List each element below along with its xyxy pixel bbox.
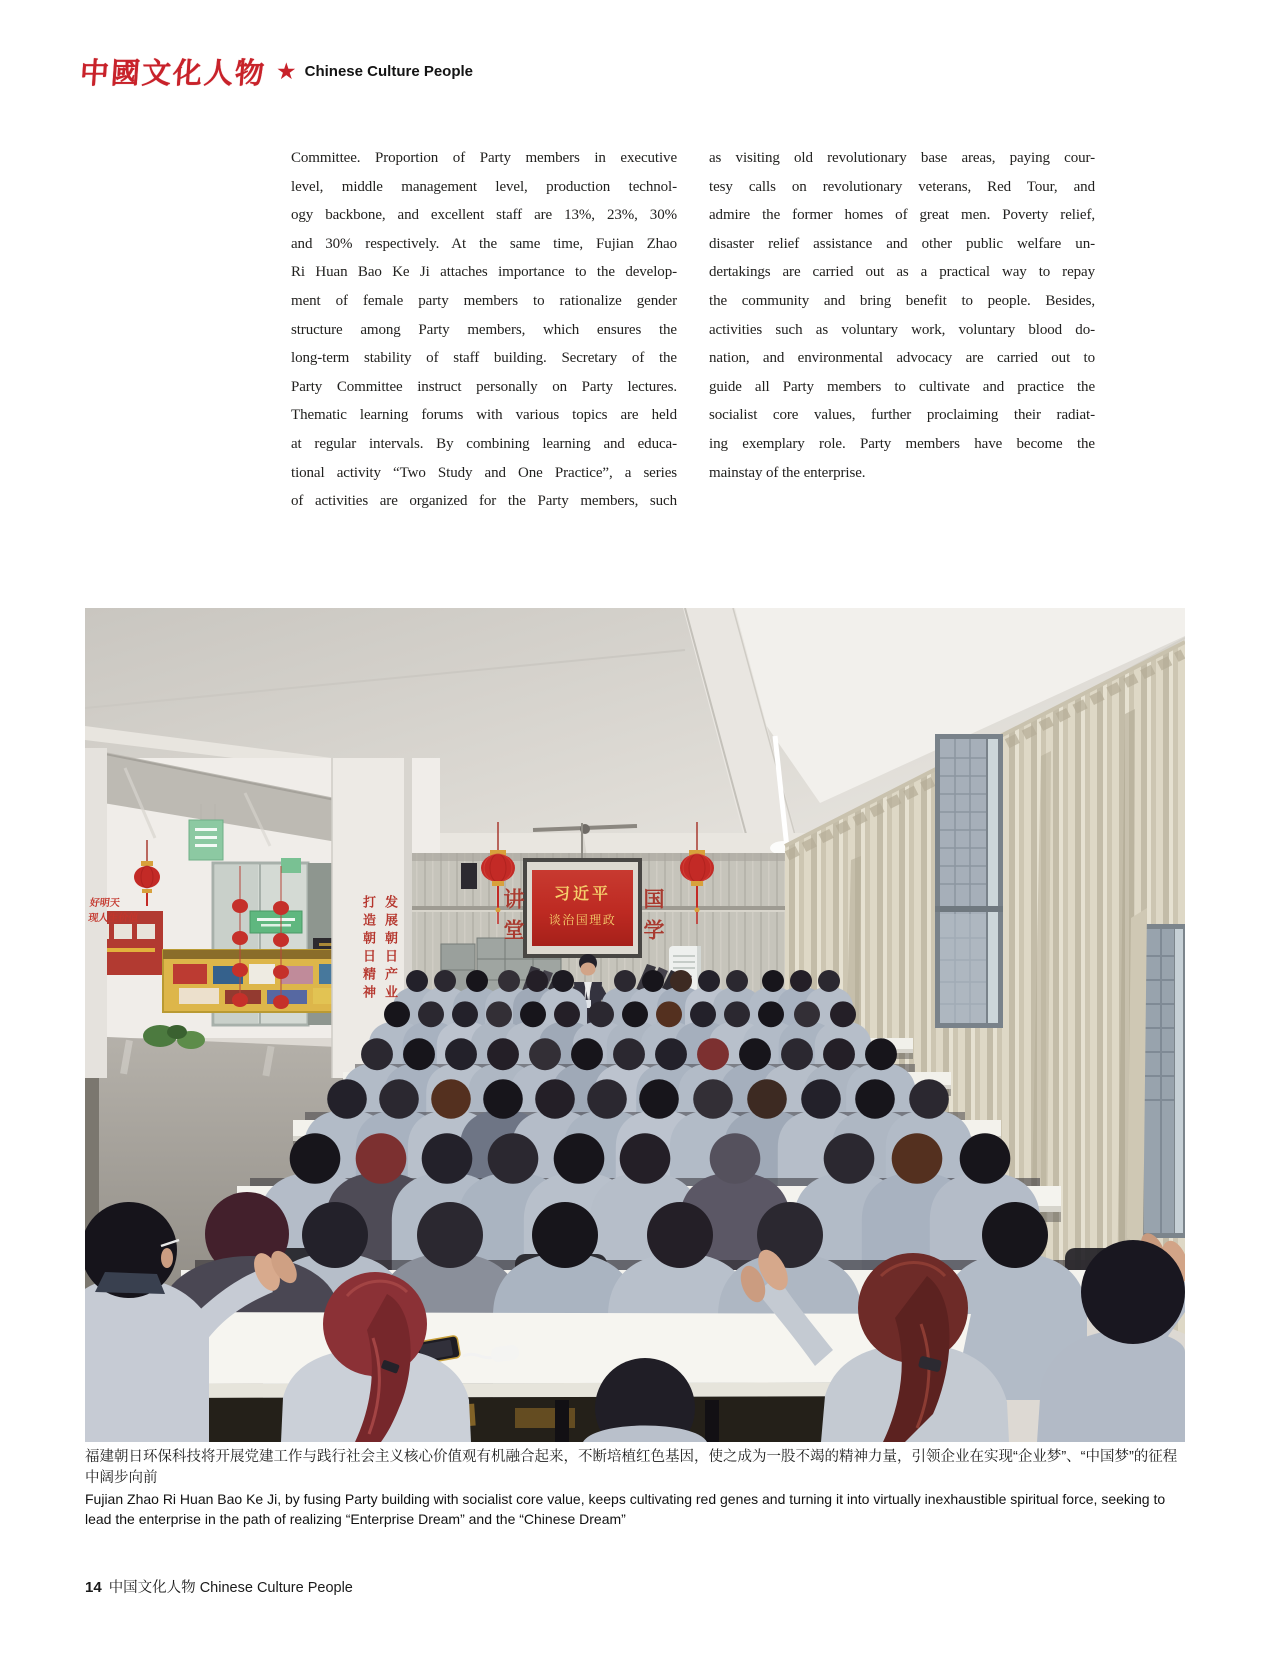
window [1127,908,1185,1248]
audio-speaker [461,863,477,889]
lecture-hall-photo [85,608,1185,1442]
article-line: ing exemplary role. Party members have become the [709,435,1095,452]
article-line: guide all Party members to cultivate and practice the [709,378,1095,395]
article-line: Ri Huan Bao Ke Ji attaches importance to the develop- [291,264,677,281]
article-line: disaster relief assistance and other public welfare un- [709,235,1095,252]
pillar-slogan [359,895,400,1040]
article-line: activities such as voluntary work, voluntary blood do- [709,321,1095,338]
article-line: mainstay of the enterprise. [709,464,866,481]
slide-subtitle: 谈治国理政 [548,913,617,927]
article-line: nation, and environmental advocacy are carried out to [709,350,1095,367]
caption-chinese: 福建朝日环保科技将开展党建工作与践行社会主义核心价值观有机融合起来，不断培植红色基因，使之成为一股不竭的精神力量，引领企业在实现“企业梦”、“中国梦”的征程中阔步向前 [85,1449,1178,1486]
article-line: long-term stability of staff building. Secretary of the [291,350,677,367]
logo-english: Chinese Culture People [304,62,474,80]
logo-chinese: 中國文化人物 [78,57,267,90]
footer-text: 中国文化人物 Chinese Culture People [108,1580,353,1596]
article-line: tional activity “Two Study and One Practice”, a series [291,464,677,481]
article-line: ment of female party members to rationalize gender [291,292,677,309]
page-footer [85,1576,353,1597]
caption-english: Fujian Zhao Ri Huan Bao Ke Ji, by fusing Party building with socialist core value, keeps cultivating red genes and turning it into virtually inexhaustible spiritual force, seeking to lead the enterprise in the path of realizing “Enterprise Dream” and the “Chinese Dream” [85,1491,1166,1527]
page-header [80,50,473,92]
projector-slide [532,870,633,946]
pillar-slogan-col1: 发展朝日产业 [383,895,398,1003]
article-line: socialist core values, further proclaiming their radiat- [709,407,1095,424]
wall-text-right: 国学 [641,888,665,950]
article-line: ogy backbone, and excellent staff are 13%, 23%, 30% [291,207,677,224]
article-line: as visiting old revolutionary base areas, paying cour- [709,150,1095,166]
article-line: structure among Party members, which ensures the [291,321,677,338]
page-number: 14 [85,1579,102,1596]
article-line: the community and bring benefit to people. Besides, [709,292,1095,309]
star-icon: ★ [276,57,297,84]
wall-text-left: 讲堂 [501,888,525,950]
slide-title: 习近平 [553,886,611,903]
corridor-slogan: 好明天 现人生价值 [87,898,139,924]
article-line: dertakings are carried out as a practical way to repay [709,264,1095,281]
article-column-left [291,150,677,522]
article-line: tesy calls on revolutionary veterans, Red Tour, and [709,178,1095,195]
article-line: at regular intervals. By combining learning and educa- [291,435,677,452]
pillar-slogan-col2: 打造朝日精神 [361,895,376,1003]
article-column-right [709,150,1095,493]
article-line: and 30% respectively. At the same time, Fujian Zhao [291,235,677,252]
window [935,734,1003,1028]
article-line: admire the former homes of great men. Poverty relief, [709,207,1095,224]
article-line: Party Committee instruct personally on Party lectures. [291,378,677,395]
article-line: level, middle management level, production technol- [291,178,677,195]
lecture-photo-illustration [85,608,1185,1442]
article-line: Committee. Proportion of Party members in executive [291,150,677,166]
article-line: of activities are organized for the Party members, such [291,493,677,510]
article-line: Thematic learning forums with various topics are held [291,407,677,424]
